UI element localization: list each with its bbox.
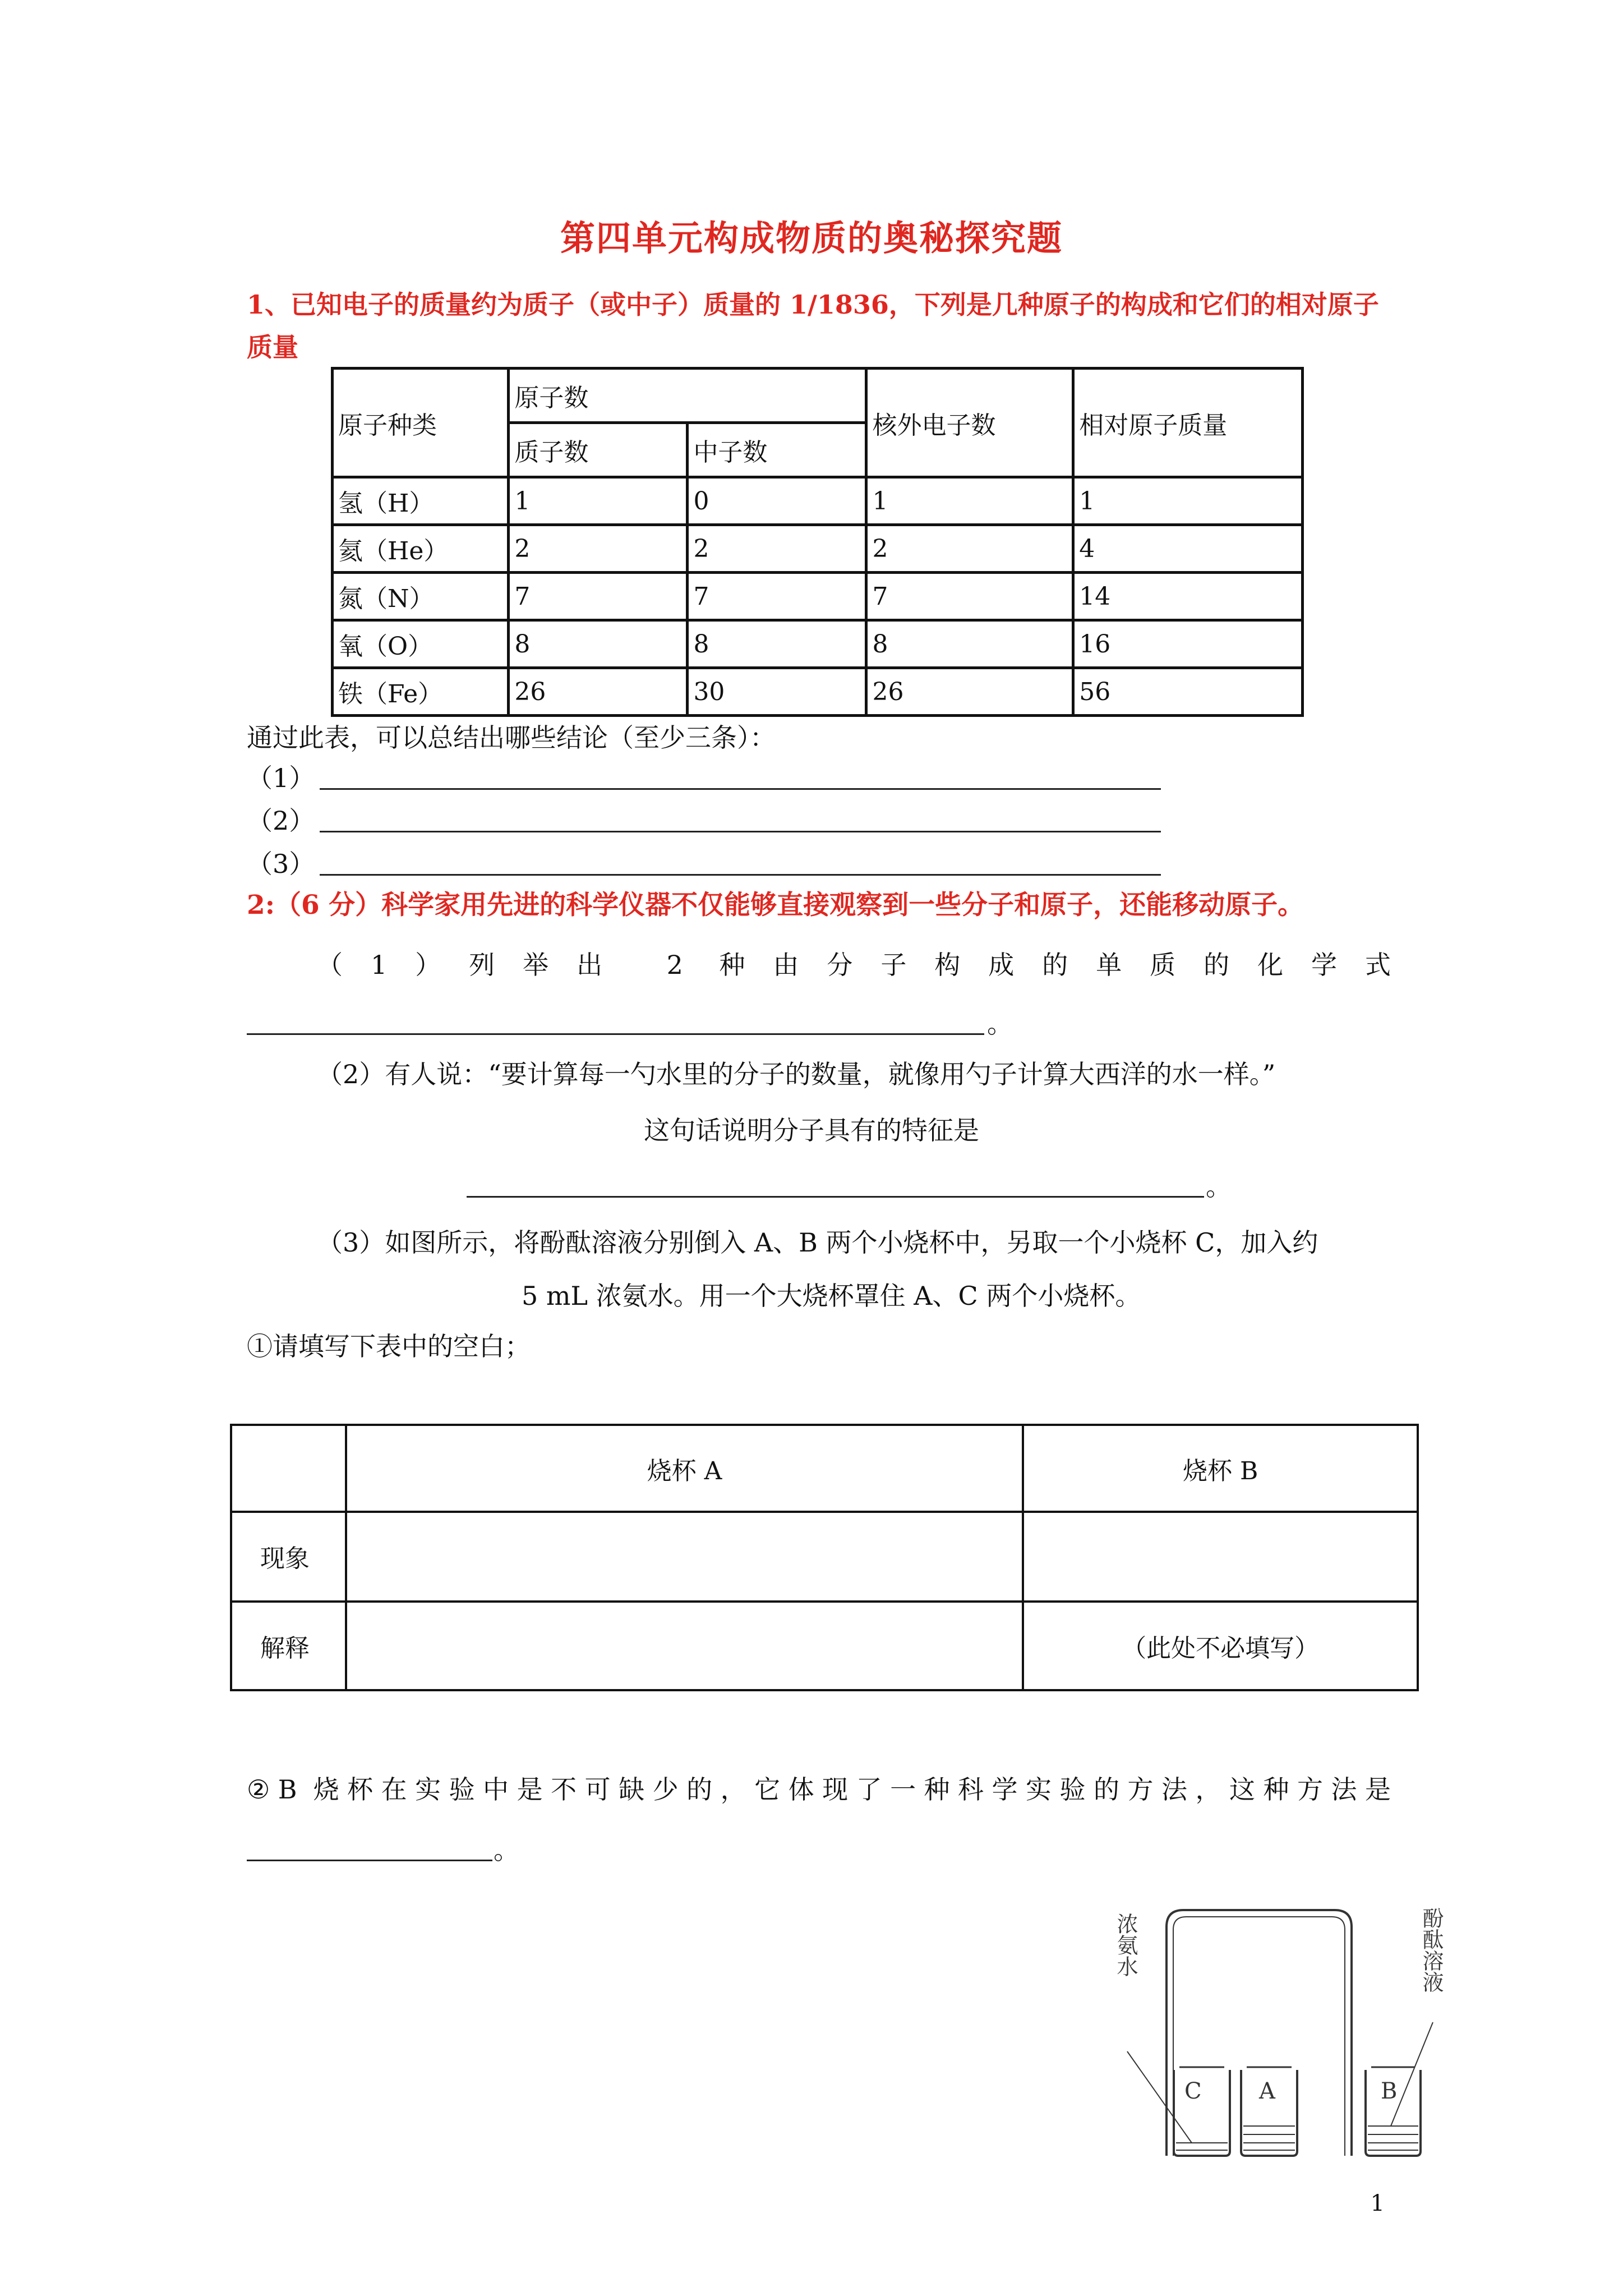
row-explanation-label: 解释 [231, 1602, 346, 1690]
beaker-label-a: A [1259, 2078, 1275, 2104]
mass-cell: 1 [1073, 477, 1303, 525]
atom-composition-table [331, 367, 1304, 717]
header-electron: 核外电子数 [866, 369, 1073, 477]
q2-part3-line2: 5 mL 浓氨水。用一个大烧杯罩住 A、C 两个小烧杯。 [522, 1281, 1141, 1311]
beaker-label-b: B [1381, 2078, 1398, 2104]
table-row [333, 525, 1303, 573]
phenomenon-b-cell[interactable] [1023, 1512, 1418, 1602]
header-nucleus: 原子数 [509, 369, 866, 423]
label-phenolphthalein: 酚酞溶液 [1419, 1907, 1444, 1993]
electron-cell: 8 [866, 620, 1073, 668]
q2-part2-line2: 这句话说明分子具有的特征是 [644, 1115, 979, 1145]
page-number: 1 [1370, 2191, 1385, 2216]
q2-sub2-end: 。 [494, 1835, 519, 1865]
answer-blank-3[interactable] [320, 874, 1161, 876]
table-row [333, 573, 1303, 620]
table-row [333, 477, 1303, 525]
question-2-stem: 2:（6 分）科学家用先进的科学仪器不仅能够直接观察到一些分子和原子，还能移动原子。 [247, 890, 1304, 921]
neutron-cell: 7 [688, 573, 866, 620]
conclusion-prompt: 通过此表，可以总结出哪些结论（至少三条）： [247, 723, 776, 753]
blank-label-2: （2） [247, 806, 315, 836]
label-concentrated-ammonia: 浓氨水 [1113, 1913, 1138, 1977]
mass-cell: 14 [1073, 573, 1303, 620]
blank-label-1: （1） [247, 763, 315, 793]
page-title: 第四单元构成物质的奥秘探究题 [560, 218, 1063, 259]
phenomenon-a-cell[interactable] [346, 1512, 1023, 1602]
header-neutron: 中子数 [688, 423, 866, 477]
proton-cell: 2 [509, 525, 688, 573]
atom-cell: 氢（H） [333, 477, 509, 525]
large-beaker-outline [1166, 1910, 1352, 2156]
blank-label-3: （3） [247, 849, 315, 879]
leader-line-ammonia [1127, 2051, 1192, 2143]
proton-cell: 8 [509, 620, 688, 668]
proton-cell: 7 [509, 573, 688, 620]
answer-blank-method[interactable] [247, 1860, 492, 1861]
atom-cell: 氧（O） [333, 620, 509, 668]
table-row [333, 668, 1303, 716]
atom-cell: 氮（N） [333, 573, 509, 620]
header-beaker-a: 烧杯 A [346, 1425, 1023, 1512]
atom-cell: 氦（He） [333, 525, 509, 573]
answer-blank-2[interactable] [320, 831, 1161, 832]
q2-part3-line1: （3）如图所示，将酚酞溶液分别倒入 A、B 两个小烧杯中，另取一个小烧杯 C，加入约 [317, 1227, 1318, 1258]
question-1-stem: 1、已知电子的质量约为质子（或中子）质量的 1/1836，下列是几种原子的构成和它们的相对原子质量 [247, 289, 1379, 362]
q2-sub2: ②B 烧杯在实验中是不可缺少的，它体现了一种科学实验的方法，这种方法是 [247, 1774, 1391, 1805]
neutron-cell: 2 [688, 525, 866, 573]
mass-cell: 56 [1073, 668, 1303, 716]
electron-cell: 7 [866, 573, 1073, 620]
mass-cell: 4 [1073, 525, 1303, 573]
explanation-b-note: （此处不必填写） [1023, 1602, 1418, 1690]
electron-cell: 2 [866, 525, 1073, 573]
leader-line-phenolphthalein [1391, 2022, 1433, 2126]
header-beaker-b: 烧杯 B [1023, 1425, 1418, 1512]
q2-part1: （1）列举出 2 种由分子构成的单质的化学式 [317, 950, 1391, 980]
answer-blank-part2[interactable] [467, 1196, 1204, 1198]
neutron-cell: 0 [688, 477, 866, 525]
header-atom-type: 原子种类 [333, 369, 509, 477]
electron-cell: 26 [866, 668, 1073, 716]
header-proton: 质子数 [509, 423, 688, 477]
neutron-cell: 30 [688, 668, 866, 716]
header-mass: 相对原子质量 [1073, 369, 1303, 477]
mass-cell: 16 [1073, 620, 1303, 668]
experiment-figure [1113, 1904, 1450, 2160]
electron-cell: 1 [866, 477, 1073, 525]
answer-blank-1[interactable] [320, 788, 1161, 790]
answer-blank-part1[interactable] [247, 1033, 984, 1035]
proton-cell: 1 [509, 477, 688, 525]
atom-cell: 铁（Fe） [333, 668, 509, 716]
q2-part2-line1: （2）有人说：“要计算每一勺水里的分子的数量，就像用勺子计算大西洋的水一样。” [317, 1059, 1276, 1089]
q2-part2-end: 。 [1206, 1171, 1232, 1202]
corner-cell [231, 1425, 346, 1512]
row-phenomenon-label: 现象 [231, 1512, 346, 1602]
neutron-cell: 8 [688, 620, 866, 668]
proton-cell: 26 [509, 668, 688, 716]
q2-part1-end: 。 [987, 1009, 1013, 1039]
table-row [333, 620, 1303, 668]
beaker-observation-table [230, 1424, 1419, 1691]
q2-sub1: ①请填写下表中的空白； [247, 1331, 531, 1361]
explanation-a-cell[interactable] [346, 1602, 1023, 1690]
beaker-label-c: C [1184, 2078, 1202, 2104]
